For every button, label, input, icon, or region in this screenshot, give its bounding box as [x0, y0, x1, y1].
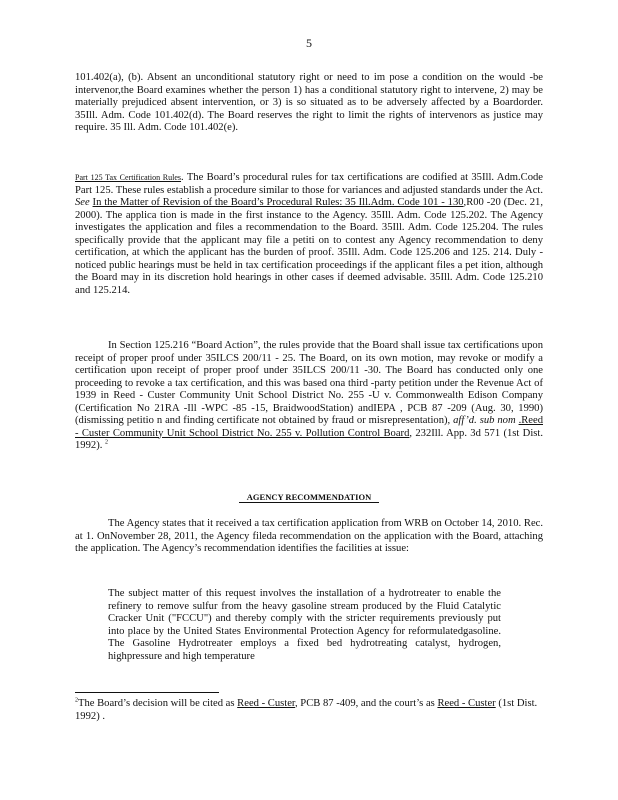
- paragraph-intervention: 101.402(a), (b). Absent an unconditional statutory right or need to im pose a condition on the would -be intervenor,the Board examines whether the person 1) has a conditional statutory right to intervene, 2) may be materially prejudiced absent intervention, or 3) is so situated as to be adversely affected by a Boardorder. 35Ill. Adm. Code 101.402(d). The Board reserves the right to limit the rights of intervenors as justice may require. 35 Ill. Adm. Code 101.402(e).: [75, 72, 543, 133]
- part-125-text-a: . The Board’s procedural rules for tax certifications are codified at 35Ill. Adm.Code Part 125. These rules establish a procedure similar to those for variances and adjusted standards under the Act.: [75, 172, 543, 196]
- footnote: [75, 698, 543, 723]
- board-action-text-c: , 232Ill. App. 3d 571 (1st Dist. 1992).: [75, 427, 543, 451]
- footnote-text-a: The Board’s decision will be cited as: [78, 698, 235, 709]
- affd-signal: aff’d. sub nom: [453, 415, 516, 426]
- block-quote: The subject matter of this request involves the installation of a hydrotreater to enable the refinery to remove sulfur from the heavy gasoline stream produced by the Fluid Catalytic Cracker Unit ("FCCU") and thereby comply with the stricter requirements previously put into place by the United States Environmental Protection Agency for reformulatedgasoline. The Gasoline Hydrotreater employs a fixed bed hydrotreating catalyst, hydrogen, highpressure and high temperature: [108, 588, 501, 662]
- footnote-cite-1: Reed - Custer: [237, 698, 295, 709]
- section-heading: [0, 492, 618, 502]
- part-125-text-b: ,R00 -20 (Dec. 21, 2000). The applica tion is made in the first instance to the Agency. 35Ill. Adm. Code 125.202. The Agency investigates the application and files a recommendation to the Board. 35Ill. Adm. Code 125.204. The rules specifically provide that the applicant may file a petiti on to contest any Agency recommendation to deny certification, at which the applicant has the burden of proof. 35Ill. Adm. Code 125.206 and 125. 214. Duly -noticed public hearings must be held in tax certification proceedings if the applicant files a pet ition, although the Board may in its discretion hold hearings in other cases if deemed advisable. 35Ill. Adm. Code 125.210 and 125.214.: [75, 197, 543, 296]
- page-number: 5: [306, 36, 312, 50]
- board-action-text-a: In Section 125.216 “Board Action”, the rules provide that the Board shall issue tax certifications upon receipt of proper proof under 35ILCS 200/11 - 25. The Board, on its own motion, may revoke or modify a certification upon receipt of proper proof under 35ILCS 200/11 -30. The Board has conducted only one proceeding to revoke a tax certification, and this was based ona third -party petition under the Revenue Act of 1939 in: [75, 340, 543, 401]
- paragraph-agency-recommendation: The Agency states that it received a tax certification application from WRB on October 14, 2010. Rec. at 1. OnNovember 28, 2011, the Agency fileda recommendation on the application with the Board, attaching the application. The Agency’s recommendation identifies the facilities at issue:: [75, 518, 543, 554]
- paragraph-board-action: [75, 340, 543, 453]
- case-title-procedural-rules: In the Matter of Revision of the Board’s Procedural Rules: 35 Ill.Adm. Code 101 - 130: [92, 197, 464, 208]
- case-reed-custer-comed: Reed - Custer Community Unit School District No. 255 -U v. Commonwealth Edison Company: [113, 390, 544, 401]
- footnote-cite-2: Reed - Custer: [437, 698, 496, 709]
- paragraph-part-125: [75, 172, 543, 297]
- part-125-title: Part 125 Tax Certification Rules: [75, 173, 182, 182]
- case-reed-custer-pcb: .Reed - Custer Community Unit School District No. 255 v. Pollution Control Board: [75, 415, 543, 439]
- heading-text: AGENCY RECOMMENDATION: [239, 492, 379, 503]
- footnote-divider: [75, 692, 219, 693]
- see-signal: See: [75, 197, 90, 208]
- footnote-ref: 2: [105, 439, 109, 446]
- footnote-text-b: , PCB 87 -409, and the court’s as: [295, 698, 435, 709]
- footnote-text-c: (1st Dist. 1992) .: [75, 698, 538, 722]
- footnote-mark: 2: [75, 697, 78, 704]
- board-action-text-b: (Certification No 21RA -Ill -WPC -85 -15, BraidwoodStation) andIEPA , PCB 87 -209 (Aug. 30, 1990) (dismissing petitio n and finding certificate not obtained by fraud or misrepresentation),: [75, 402, 543, 426]
